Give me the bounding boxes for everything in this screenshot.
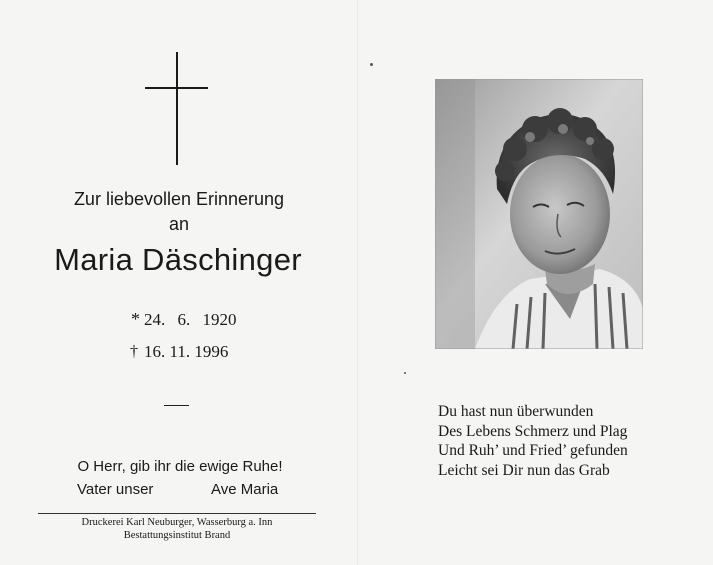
- prayer-vater-unser: Vater unser: [77, 481, 154, 498]
- prayer-line: O Herr, gib ihr die ewige Ruhe!: [77, 458, 283, 475]
- birth-symbol: *: [131, 309, 140, 329]
- death-symbol: †: [130, 343, 138, 360]
- separator-dash: [164, 405, 189, 406]
- paper-speck: [404, 372, 406, 374]
- printer-line-1: Druckerei Karl Neuburger, Wasserburg a. Inn: [81, 517, 273, 528]
- portrait-photo: [435, 79, 643, 349]
- memorial-an: an: [168, 214, 190, 234]
- death-date: 16. 11. 1996: [144, 342, 229, 361]
- portrait-illustration: [435, 79, 643, 349]
- printer-line-2: Bestattungsinstitut Brand: [123, 530, 231, 541]
- paper-speck: [370, 63, 373, 66]
- poem-line: Und Ruh’ und Fried’ gefunden: [438, 442, 628, 459]
- deceased-name: Maria Däschinger: [54, 242, 302, 277]
- cross-horizontal-bar: [145, 87, 208, 89]
- printer-rule: [38, 513, 316, 514]
- prayer-ave-maria: Ave Maria: [211, 481, 279, 498]
- card-fold: [357, 0, 358, 565]
- poem: [438, 402, 628, 480]
- birth-date: 24. 6. 1920: [144, 310, 237, 329]
- poem-line: Des Lebens Schmerz und Plag: [438, 422, 628, 440]
- poem-line: Leicht sei Dir nun das Grab: [438, 461, 610, 479]
- memorial-intro: Zur liebevollen Erinnerung: [73, 189, 285, 209]
- printer-credit: [40, 516, 314, 542]
- cross-vertical-bar: [176, 52, 178, 165]
- poem-line: Du hast nun überwunden: [438, 403, 594, 420]
